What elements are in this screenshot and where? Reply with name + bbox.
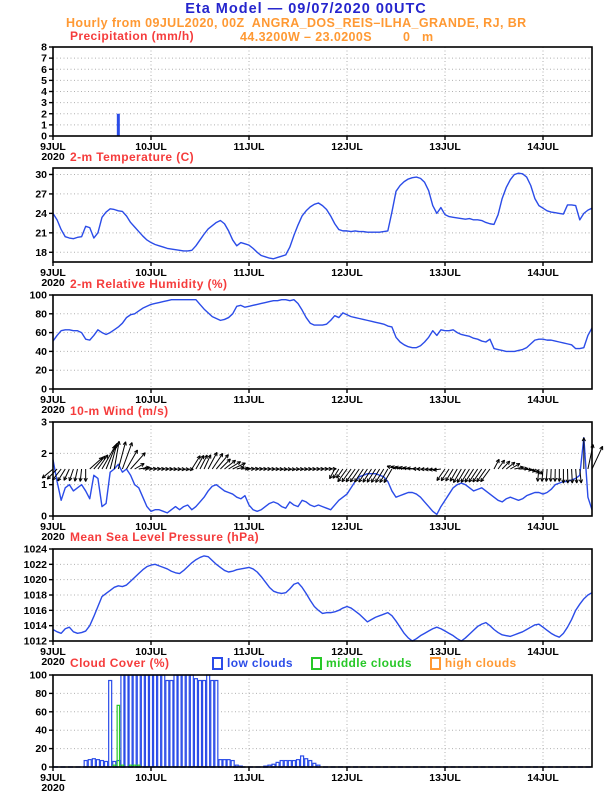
svg-text:1012: 1012 [23,635,47,648]
svg-text:11JUL: 11JUL [233,267,265,279]
svg-text:80: 80 [35,687,47,700]
svg-text:21: 21 [35,227,47,240]
svg-text:5: 5 [41,74,47,87]
svg-text:11JUL: 11JUL [233,646,265,658]
svg-text:13JUL: 13JUL [429,267,461,279]
svg-text:11JUL: 11JUL [233,141,265,153]
legend-label-high: high clouds [444,656,517,670]
svg-text:14JUL: 14JUL [527,646,559,658]
run-subtitle: Hourly from 09JUL2020, 00Z ANGRA_DOS_REIS–ILHA_GRANDE, RJ, BR [66,16,527,30]
svg-text:4: 4 [41,86,47,98]
svg-text:40: 40 [35,724,47,737]
svg-text:1024: 1024 [23,543,47,556]
legend-label-middle: middle clouds [326,656,412,670]
svg-text:6: 6 [41,63,47,76]
svg-text:9JUL: 9JUL [40,521,66,533]
panel-title-cloud-cover: Cloud Cover (%) [70,656,170,670]
svg-text:30: 30 [35,168,47,181]
svg-text:14JUL: 14JUL [527,141,559,153]
svg-text:9JUL: 9JUL [40,141,66,153]
svg-text:14JUL: 14JUL [527,394,559,406]
svg-text:0: 0 [41,130,47,143]
panel-title-pressure: Mean Sea Level Pressure (hPa) [70,530,260,544]
svg-text:12JUL: 12JUL [331,394,363,406]
svg-text:12JUL: 12JUL [331,772,363,784]
svg-text:12JUL: 12JUL [331,141,363,153]
svg-text:13JUL: 13JUL [429,772,461,784]
svg-text:1014: 1014 [23,620,47,633]
svg-text:2020: 2020 [41,531,65,543]
panel-title-humidity: 2-m Relative Humidity (%) [70,277,228,291]
svg-text:1022: 1022 [23,558,47,571]
svg-text:10JUL: 10JUL [135,521,167,533]
svg-text:2: 2 [41,108,47,121]
svg-text:12JUL: 12JUL [331,521,363,533]
svg-text:2020: 2020 [41,277,65,289]
svg-text:2020: 2020 [41,151,65,163]
svg-text:1020: 1020 [23,574,47,587]
svg-text:13JUL: 13JUL [429,394,461,406]
svg-text:10JUL: 10JUL [135,141,167,153]
panel-title-wind: 10-m Wind (m/s) [70,404,169,418]
svg-text:11JUL: 11JUL [233,394,265,406]
svg-text:100: 100 [29,289,47,302]
svg-text:14JUL: 14JUL [527,267,559,279]
svg-text:13JUL: 13JUL [429,646,461,658]
svg-text:1018: 1018 [23,589,47,602]
svg-text:1016: 1016 [23,604,47,617]
svg-text:3: 3 [41,416,47,429]
svg-text:40: 40 [35,345,47,358]
svg-text:10JUL: 10JUL [135,394,167,406]
svg-text:0: 0 [41,383,47,396]
svg-text:1: 1 [41,119,47,132]
svg-text:12JUL: 12JUL [331,646,363,658]
panel-title-temperature: 2-m Temperature (C) [70,150,195,164]
svg-text:0: 0 [41,761,47,774]
svg-text:13JUL: 13JUL [429,141,461,153]
svg-text:9JUL: 9JUL [40,394,66,406]
svg-text:9JUL: 9JUL [40,772,66,784]
svg-text:0: 0 [41,510,47,523]
svg-text:100: 100 [29,669,47,682]
svg-text:60: 60 [35,327,47,340]
svg-text:24: 24 [35,207,47,220]
svg-text:7: 7 [41,52,47,65]
station-coordinates: 44.3200W – 23.0200S 0 m [240,30,434,44]
svg-text:10JUL: 10JUL [135,646,167,658]
svg-text:2020: 2020 [41,404,65,416]
svg-text:9JUL: 9JUL [40,646,66,658]
svg-text:20: 20 [35,743,47,756]
legend-label-low: low clouds [227,656,294,670]
page-title: Eta Model — 09/07/2020 00UTC [185,1,427,17]
svg-text:80: 80 [35,308,47,321]
svg-text:14JUL: 14JUL [527,521,559,533]
svg-text:8: 8 [41,41,47,54]
svg-text:18: 18 [35,246,47,259]
svg-text:12JUL: 12JUL [331,267,363,279]
svg-text:20: 20 [35,364,47,377]
svg-text:2020: 2020 [41,782,65,792]
svg-text:10JUL: 10JUL [135,267,167,279]
svg-text:9JUL: 9JUL [40,267,66,279]
svg-text:27: 27 [35,188,47,201]
svg-text:2: 2 [41,447,47,460]
svg-text:14JUL: 14JUL [527,772,559,784]
svg-text:13JUL: 13JUL [429,521,461,533]
svg-text:11JUL: 11JUL [233,521,265,533]
svg-text:60: 60 [35,706,47,719]
svg-text:3: 3 [41,97,47,110]
svg-text:11JUL: 11JUL [233,772,265,784]
svg-text:2020: 2020 [41,656,65,668]
svg-text:10JUL: 10JUL [135,772,167,784]
svg-text:1: 1 [41,479,47,492]
panel-title-precipitation: Precipitation (mm/h) [70,29,195,43]
